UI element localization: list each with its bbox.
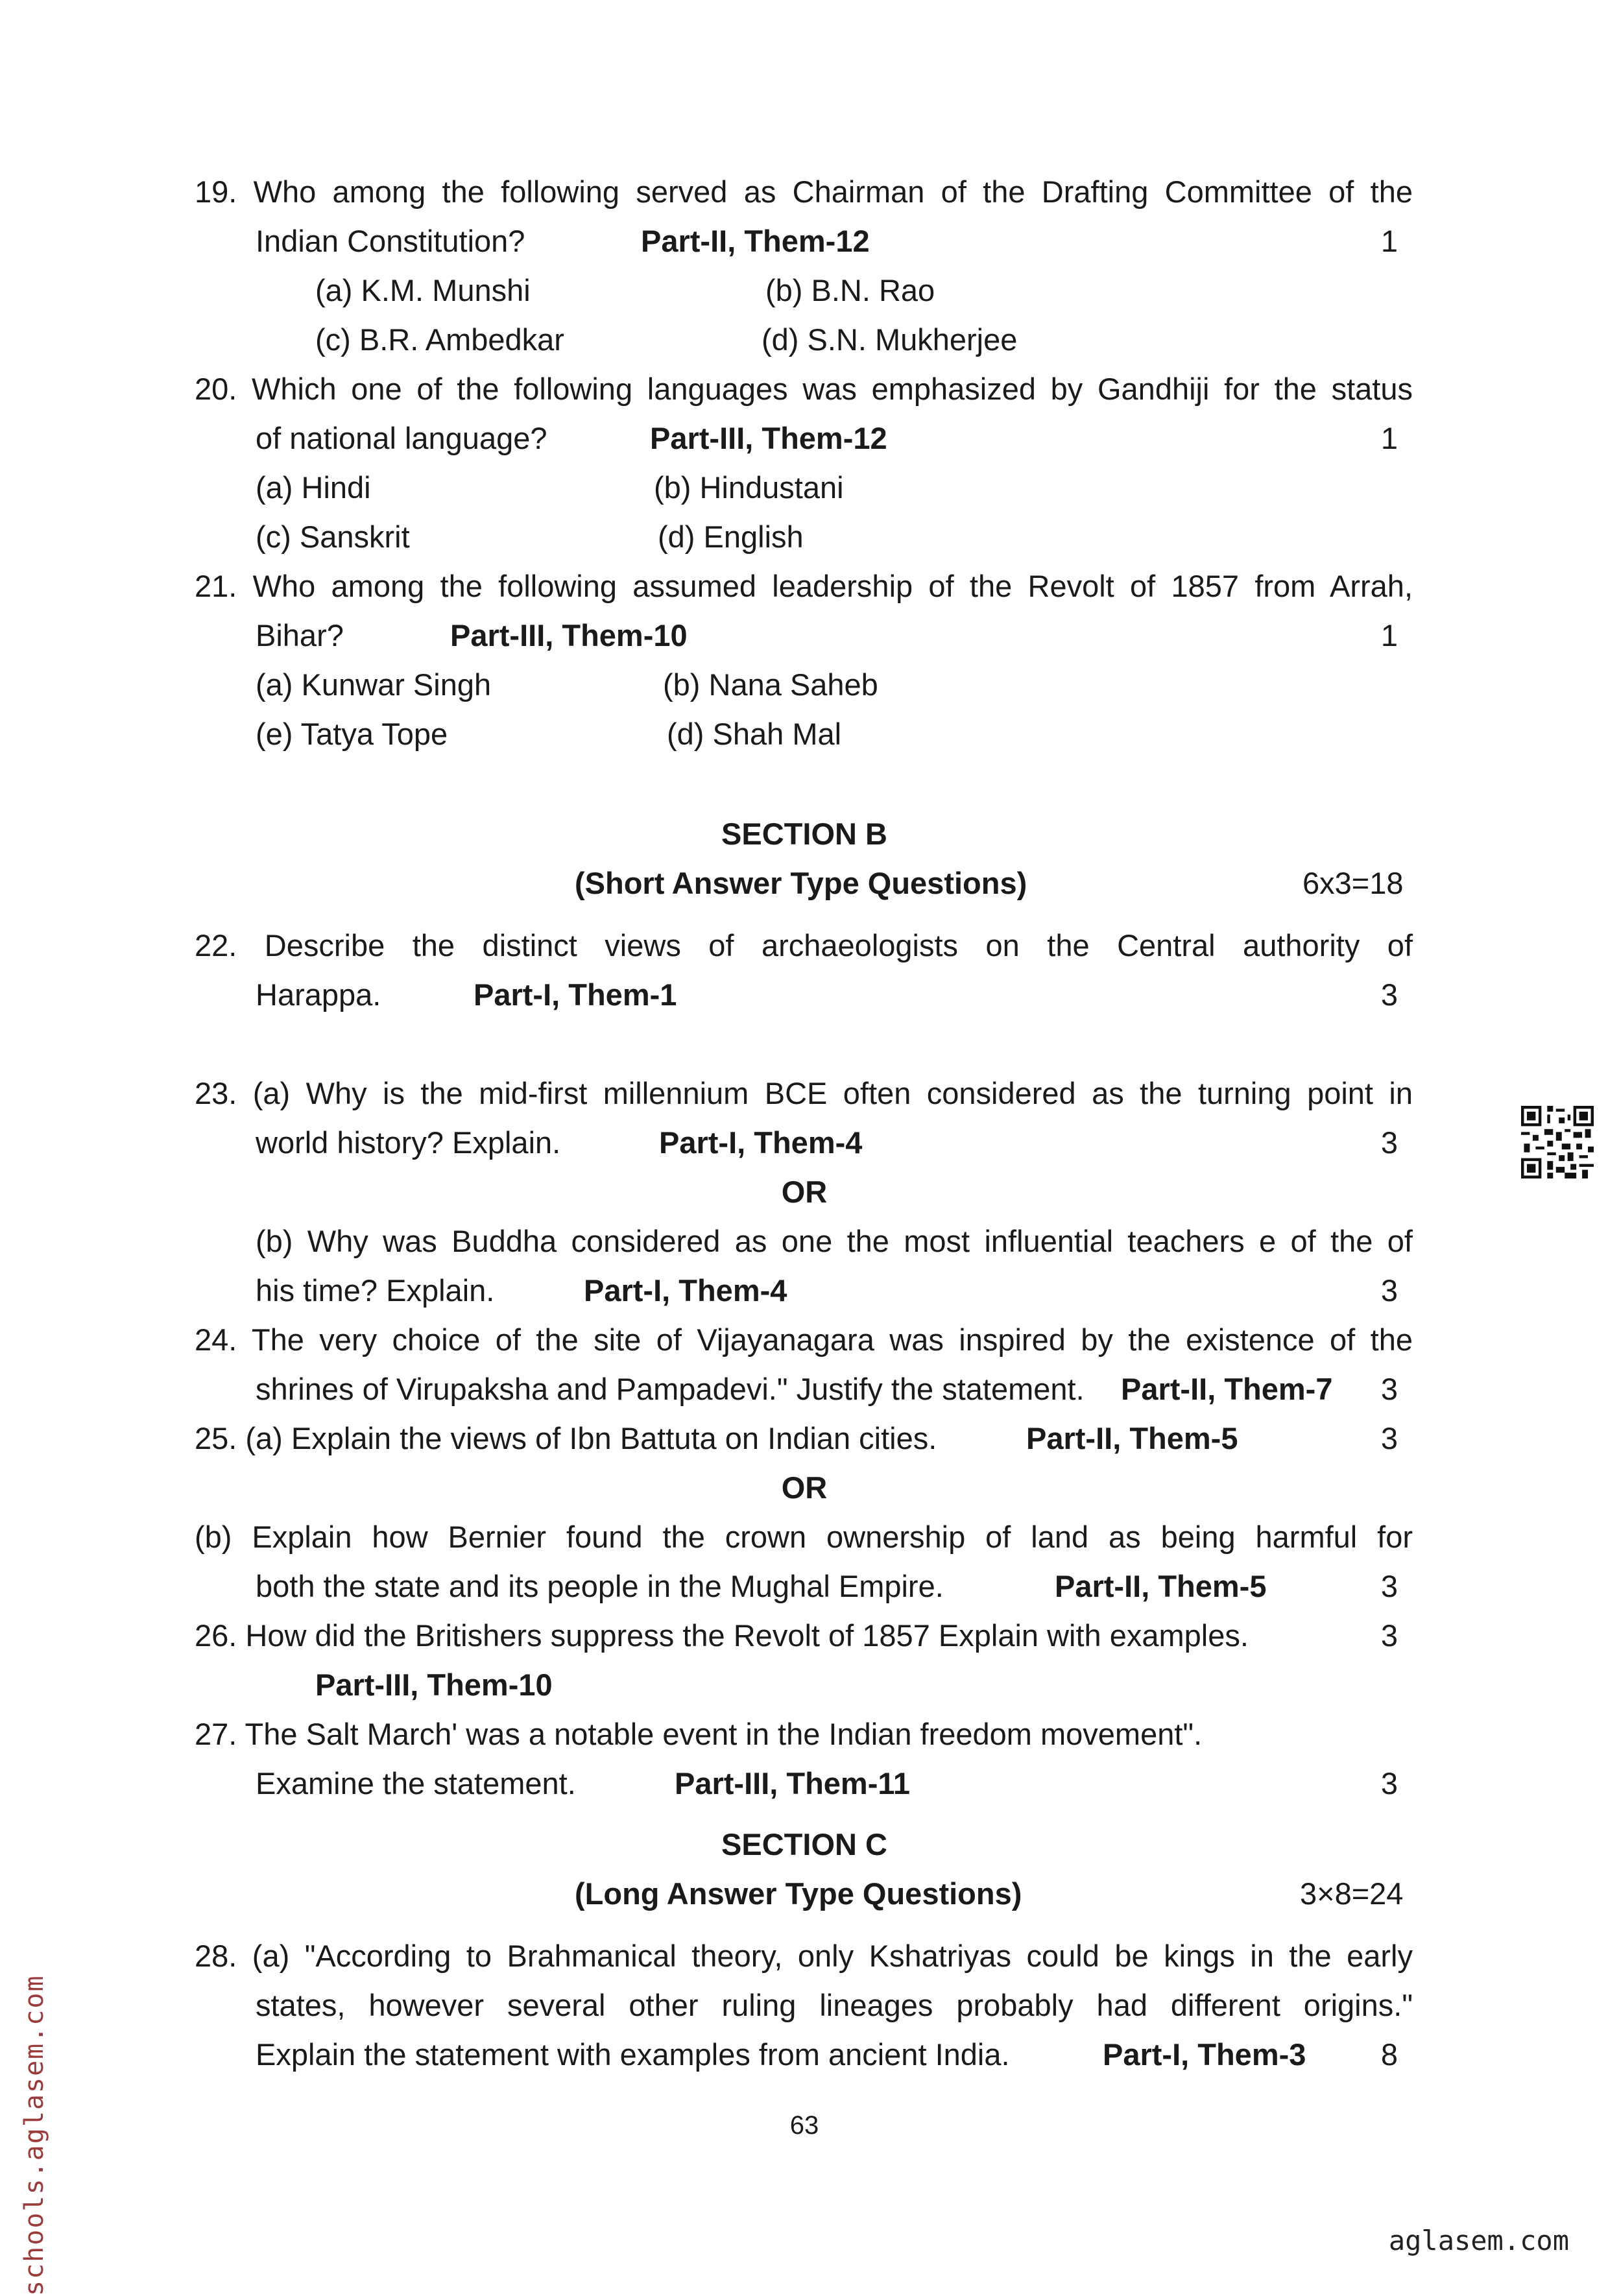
q27-line1: 27. The Salt March' was a notable event in the Indian freedom movement".: [195, 1717, 1203, 1751]
q21-marks: 1: [1380, 618, 1398, 652]
q28-line2: states, however several other ruling lineages probably had different origins.": [256, 1988, 1413, 2022]
q23-line4: his time? Explain.: [256, 1273, 495, 1308]
q19-line1: 19. Who among the following served as Chairman of the Drafting Committee of the: [195, 174, 1413, 209]
q19-option-b: (b) B.N. Rao: [765, 273, 935, 307]
q25-marks-a: 3: [1380, 1421, 1398, 1455]
q20-option-c: (c) Sanskrit: [256, 520, 410, 554]
q23-or: OR: [781, 1175, 828, 1209]
q19-marks: 1: [1380, 224, 1398, 258]
q24-line1: 24. The very choice of the site of Vijayanagara was inspired by the existence of the: [195, 1322, 1413, 1357]
q20-line1: 20. Which one of the following languages was emphasized by Gandhiji for the status: [195, 372, 1413, 406]
section-c-marks: 3×8=24: [1300, 1876, 1404, 1911]
q22-ref: Part-I, Them-1: [474, 977, 677, 1012]
q28-marks: 8: [1380, 2037, 1398, 2072]
q20-ref: Part-III, Them-12: [650, 421, 887, 455]
section-b-title: SECTION B: [721, 817, 887, 851]
q21-ref: Part-III, Them-10: [450, 618, 688, 652]
page-number: 63: [789, 2111, 819, 2140]
q26-marks: 3: [1380, 1618, 1398, 1653]
q23-marks-a: 3: [1380, 1125, 1398, 1160]
q19-ref: Part-II, Them-12: [641, 224, 870, 258]
q22-marks: 3: [1380, 977, 1398, 1012]
side-watermark: schools.aglasem.com: [19, 1974, 49, 2296]
q27-marks: 3: [1380, 1766, 1398, 1800]
q25-line3: both the state and its people in the Mughal Empire.: [256, 1569, 944, 1603]
section-b-marks: 6x3=18: [1302, 866, 1404, 900]
q23-ref-b: Part-I, Them-4: [584, 1273, 787, 1308]
q21-option-c: (e) Tatya Tope: [256, 717, 448, 751]
section-c-subtitle: (Long Answer Type Questions): [575, 1876, 1022, 1911]
q28-ref: Part-I, Them-3: [1103, 2037, 1306, 2072]
q27-line2: Examine the statement.: [256, 1766, 576, 1800]
q21-option-b: (b) Nana Saheb: [663, 667, 878, 702]
q24-line2: shrines of Virupaksha and Pampadevi." Justify the statement.: [256, 1372, 1085, 1406]
q25-marks-b: 3: [1380, 1569, 1398, 1603]
q20-option-d: (d) English: [658, 520, 804, 554]
section-c-title: SECTION C: [721, 1827, 887, 1861]
q25-or: OR: [781, 1470, 828, 1505]
q27-ref: Part-III, Them-11: [675, 1766, 911, 1800]
q20-marks: 1: [1380, 421, 1398, 455]
q26-ref: Part-III, Them-10: [315, 1668, 553, 1702]
section-b-subtitle: (Short Answer Type Questions): [575, 866, 1027, 900]
q28-line3: Explain the statement with examples from ancient India.: [256, 2037, 1010, 2072]
q20-line2: of national language?: [256, 421, 547, 455]
q20-option-b: (b) Hindustani: [654, 470, 844, 505]
q22-line1: 22. Describe the distinct views of archaeologists on the Central authority of: [195, 928, 1413, 963]
q24-ref: Part-II, Them-7: [1121, 1372, 1333, 1406]
q21-line2: Bihar?: [256, 618, 344, 652]
q28-line1: 28. (a) "According to Brahmanical theory, only Kshatriyas could be kings in the early: [195, 1939, 1413, 1973]
q19-option-c: (c) B.R. Ambedkar: [315, 322, 564, 357]
q19-line2: Indian Constitution?: [256, 224, 525, 258]
q24-marks: 3: [1380, 1372, 1398, 1406]
q21-option-a: (a) Kunwar Singh: [256, 667, 492, 702]
q25-line1: 25. (a) Explain the views of Ibn Battuta on Indian cities.: [195, 1421, 937, 1455]
q25-ref-b: Part-II, Them-5: [1055, 1569, 1267, 1603]
q19-option-d: (d) S.N. Mukherjee: [762, 322, 1018, 357]
q23-marks-b: 3: [1380, 1273, 1398, 1308]
q22-line2: Harappa.: [256, 977, 381, 1012]
q20-option-a: (a) Hindi: [256, 470, 371, 505]
q23-line2: world history? Explain.: [256, 1125, 561, 1160]
q21-line1: 21. Who among the following assumed leadership of the Revolt of 1857 from Arrah,: [195, 569, 1413, 603]
q25-ref-a: Part-II, Them-5: [1026, 1421, 1238, 1455]
q26-line1: 26. How did the Britishers suppress the Revolt of 1857 Explain with examples.: [195, 1618, 1249, 1653]
q23-line3: (b) Why was Buddha considered as one the most influential teachers e of the of: [256, 1224, 1413, 1258]
q23-ref-a: Part-I, Them-4: [659, 1125, 863, 1160]
qr-code-icon[interactable]: [1521, 1106, 1594, 1178]
q25-line2: (b) Explain how Bernier found the crown ownership of land as being harmful for: [195, 1520, 1413, 1554]
q19-option-a: (a) K.M. Munshi: [315, 273, 531, 307]
corner-watermark: aglasem.com: [1388, 2225, 1569, 2256]
q21-option-d: (d) Shah Mal: [667, 717, 842, 751]
q23-line1: 23. (a) Why is the mid-first millennium BCE often considered as the turning point in: [195, 1076, 1413, 1110]
